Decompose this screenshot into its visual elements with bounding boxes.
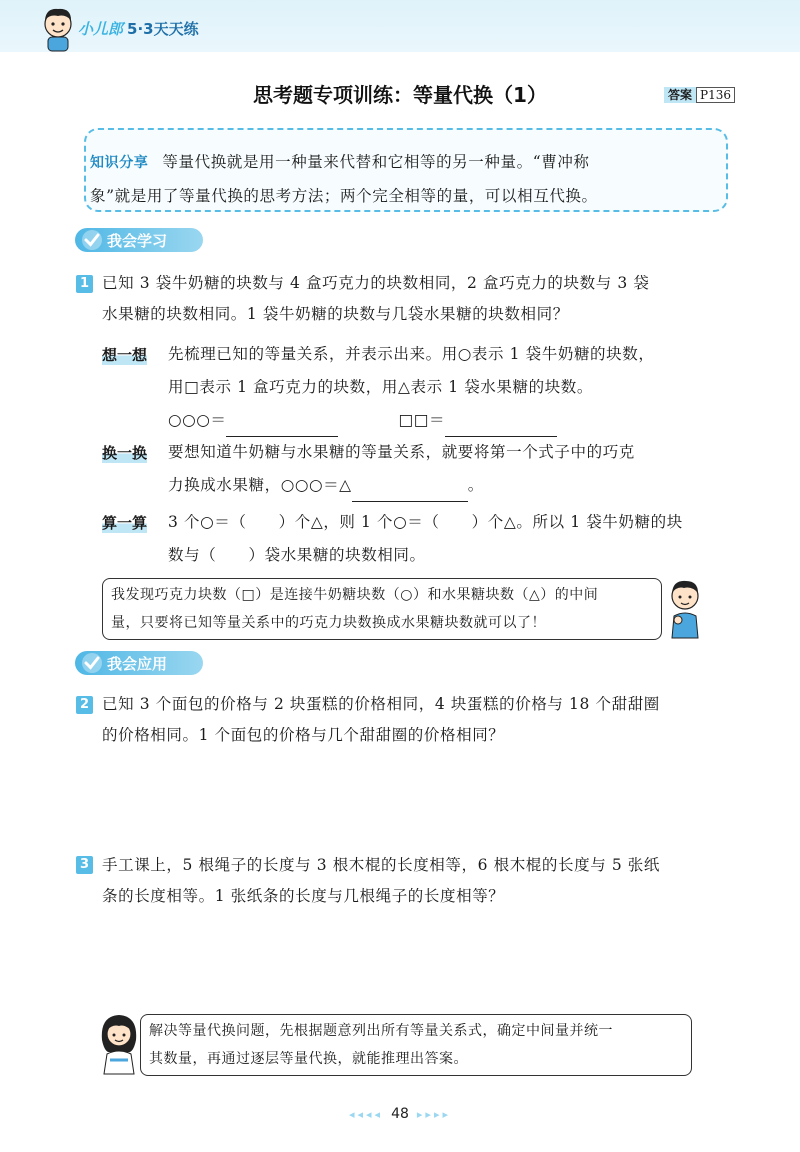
footer-dots-left: ◂◂◂◂ — [348, 1108, 384, 1121]
page-number: 48 — [391, 1106, 409, 1122]
answer-page: P136 — [696, 87, 735, 103]
footer-dots-right: ▸▸▸▸ — [416, 1108, 451, 1121]
think-text — [168, 338, 733, 404]
think-line-1: 先梳理已知的等量关系，并表示出来。用○表示 1 袋牛奶糖的块数， — [168, 345, 655, 363]
brand — [78, 18, 199, 39]
brand-series: 5·3天天练 — [127, 20, 199, 38]
section-apply — [75, 651, 203, 675]
section-learn-label: 我会学习 — [107, 232, 168, 250]
swap-line-1: 要想知道牛奶糖与水果糖的等量关系，就要将第一个式子中的巧克 — [168, 443, 635, 461]
q2-answer-area[interactable] — [102, 760, 732, 840]
q2-line-1: 已知 3 个面包的价格与 2 块蛋糕的价格相同，4 块蛋糕的价格与 18 个甜甜圈 — [102, 695, 660, 713]
eq-circles-blank[interactable] — [226, 416, 338, 437]
q1-line-2: 水果糖的块数相同。1 袋牛奶糖的块数与几袋水果糖的块数相同？ — [102, 305, 569, 323]
method-speech-bubble — [140, 1014, 692, 1076]
question-2 — [102, 689, 732, 751]
knowledge-text — [90, 146, 720, 213]
check-icon — [81, 652, 103, 674]
calc-line-1: 3 个○＝（ ）个△，则 1 个○＝（ ）个△。所以 1 袋牛奶糖的块 — [168, 513, 683, 531]
answer-ref — [664, 86, 735, 103]
question-number-3: 3 — [76, 856, 93, 874]
q3-answer-area[interactable] — [102, 920, 732, 1005]
q3-line-1: 手工课上，5 根绳子的长度与 3 根木棍的长度相等，6 根木棍的长度与 5 张纸 — [102, 856, 661, 874]
swap-label: 换一换 — [102, 444, 148, 462]
think-line-2: 用□表示 1 盒巧克力的块数，用△表示 1 袋水果糖的块数。 — [168, 378, 593, 396]
knowledge-line-1: 等量代换就是用一种量来代替和它相等的另一种量。“曹冲称 — [162, 153, 590, 171]
eq-squares-blank[interactable] — [445, 416, 557, 437]
q2-line-2: 的价格相同。1 个面包的价格与几个甜甜圈的价格相同？ — [102, 726, 505, 744]
brand-name: 小儿郎 — [78, 20, 124, 38]
swap-line-2: 力换成水果糖，○○○＝△ — [168, 476, 352, 494]
girl-character-icon — [96, 1010, 142, 1076]
question-3 — [102, 850, 732, 912]
calc-line-2: 数与（ ）袋水果糖的块数相同。 — [168, 546, 426, 564]
boy-logo-icon — [38, 6, 78, 52]
q1-line-1: 已知 3 袋牛奶糖的块数与 4 盒巧克力的块数相同，2 盒巧克力的块数与 3 袋 — [102, 274, 650, 292]
tip-line-2: 量，只要将已知等量关系中的巧克力块数换成水果糖块数就可以了！ — [111, 615, 546, 631]
equation-row — [168, 404, 733, 437]
section-apply-label: 我会应用 — [107, 655, 168, 673]
swap-text — [168, 436, 733, 502]
question-1 — [102, 268, 732, 330]
boy-character-icon — [662, 576, 708, 640]
knowledge-label: 知识分享 — [90, 155, 149, 171]
answer-label: 答案 — [664, 87, 696, 103]
q3-line-2: 条的长度相等。1 张纸条的长度与几根绳子的长度相等？ — [102, 887, 505, 905]
knowledge-line-2: 象”就是用了等量代换的思考方法；两个完全相等的量，可以相互代换。 — [90, 187, 598, 205]
swap-line-2-end: 。 — [467, 476, 484, 494]
check-icon — [81, 229, 103, 251]
calc-text — [168, 506, 733, 572]
section-learn — [75, 228, 203, 252]
page-footer — [0, 1106, 800, 1122]
swap-blank[interactable] — [352, 481, 468, 502]
eq-squares: □□＝ — [398, 411, 446, 429]
tip-line-1: 我发现巧克力块数（□）是连接牛奶糖块数（○）和水果糖块数（△）的中间 — [111, 587, 599, 603]
tip-speech-bubble — [102, 578, 662, 640]
think-label: 想一想 — [102, 346, 148, 364]
eq-circles: ○○○＝ — [168, 411, 227, 429]
calc-label: 算一算 — [102, 514, 148, 532]
method-line-1: 解决等量代换问题，先根据题意列出所有等量关系式，确定中间量并统一 — [149, 1023, 613, 1039]
question-number-2: 2 — [76, 696, 93, 714]
page-title: 思考题专项训练：等量代换（1） — [253, 83, 547, 107]
question-number-1: 1 — [76, 275, 93, 293]
method-line-2: 其数量，再通过逐层等量代换，就能推理出答案。 — [149, 1051, 468, 1067]
